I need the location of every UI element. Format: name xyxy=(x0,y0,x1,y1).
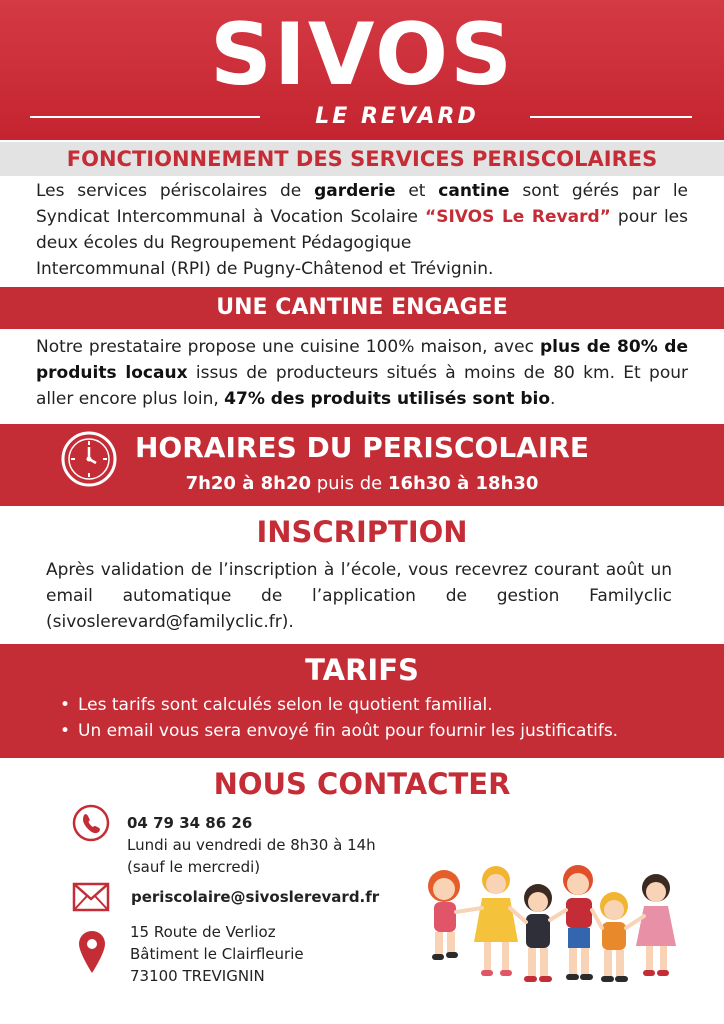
child-figure xyxy=(524,884,552,982)
address-block: 15 Route de Verlioz Bâtiment le Clairfleurie 73100 TREVIGNIN xyxy=(130,923,304,985)
child-figure xyxy=(600,892,628,982)
logo-line-left xyxy=(30,116,260,118)
header-banner xyxy=(0,0,724,140)
email-link[interactable]: periscolaire@sivoslerevard.fr xyxy=(131,888,380,906)
logo-line-right xyxy=(530,116,692,118)
logo-subtitle-row xyxy=(0,104,724,130)
tarifs-item: • Un email vous sera envoyé fin août pour fournir les justificatifs. xyxy=(78,718,698,744)
child-figure xyxy=(474,866,518,976)
logo-title: SIVOS xyxy=(209,5,515,105)
section-title-cantine: UNE CANTINE ENGAGEE xyxy=(0,287,724,329)
tarifs-item: • Les tarifs sont calculés selon le quotient familial. xyxy=(78,692,698,718)
child-figure xyxy=(428,870,460,960)
child-figure xyxy=(636,874,676,976)
section-title-horaires: HORAIRES DU PERISCOLAIRE xyxy=(135,431,589,464)
logo-subtitle: LE REVARD xyxy=(315,104,479,129)
child-figure xyxy=(563,865,593,980)
inscription-text: Après validation de l’inscription à l’école, vous recevrez courant août un email automatique de l’application de gestion Familyclic (sivoslerevard@familyclic.fr). xyxy=(46,560,672,632)
children-illustration xyxy=(418,858,682,996)
section-title-fonctionnement: FONCTIONNEMENT DES SERVICES PERISCOLAIRES xyxy=(0,142,724,176)
phone-number[interactable]: 04 79 34 86 26 xyxy=(127,814,253,832)
mail-icon xyxy=(72,882,110,912)
phone-block: 04 79 34 86 26 Lundi au vendredi de 8h30 à 14h (sauf le mercredi) xyxy=(127,814,376,876)
cantine-text: Notre prestataire propose une cuisine 100% maison, avec plus de 80% de produits locaux issus de producteurs situés à moins de 80 km. Et pour aller encore plus loin, 47% des produits utilisés sont bio. xyxy=(36,337,688,409)
section-title-contact: NOUS CONTACTER xyxy=(213,767,511,801)
horaires-times: 7h20 à 8h20 puis de 16h30 à 18h30 xyxy=(185,473,539,494)
fonctionnement-text: Les services périscolaires de garderie et cantine sont gérés par le Syndicat Intercommunal à Vocation Scolaire “SIVOS Le Revard” pour les deux écoles du Regroupement Pédagogique Intercommunal (RPI) de Pugny-Châtenod et Trévignin. xyxy=(36,181,689,279)
phone-icon xyxy=(72,804,110,842)
tarifs-list xyxy=(78,692,698,744)
location-pin-icon xyxy=(78,930,106,974)
section-title-inscription: INSCRIPTION xyxy=(256,515,468,549)
section-title-tarifs: TARIFS xyxy=(305,653,419,687)
